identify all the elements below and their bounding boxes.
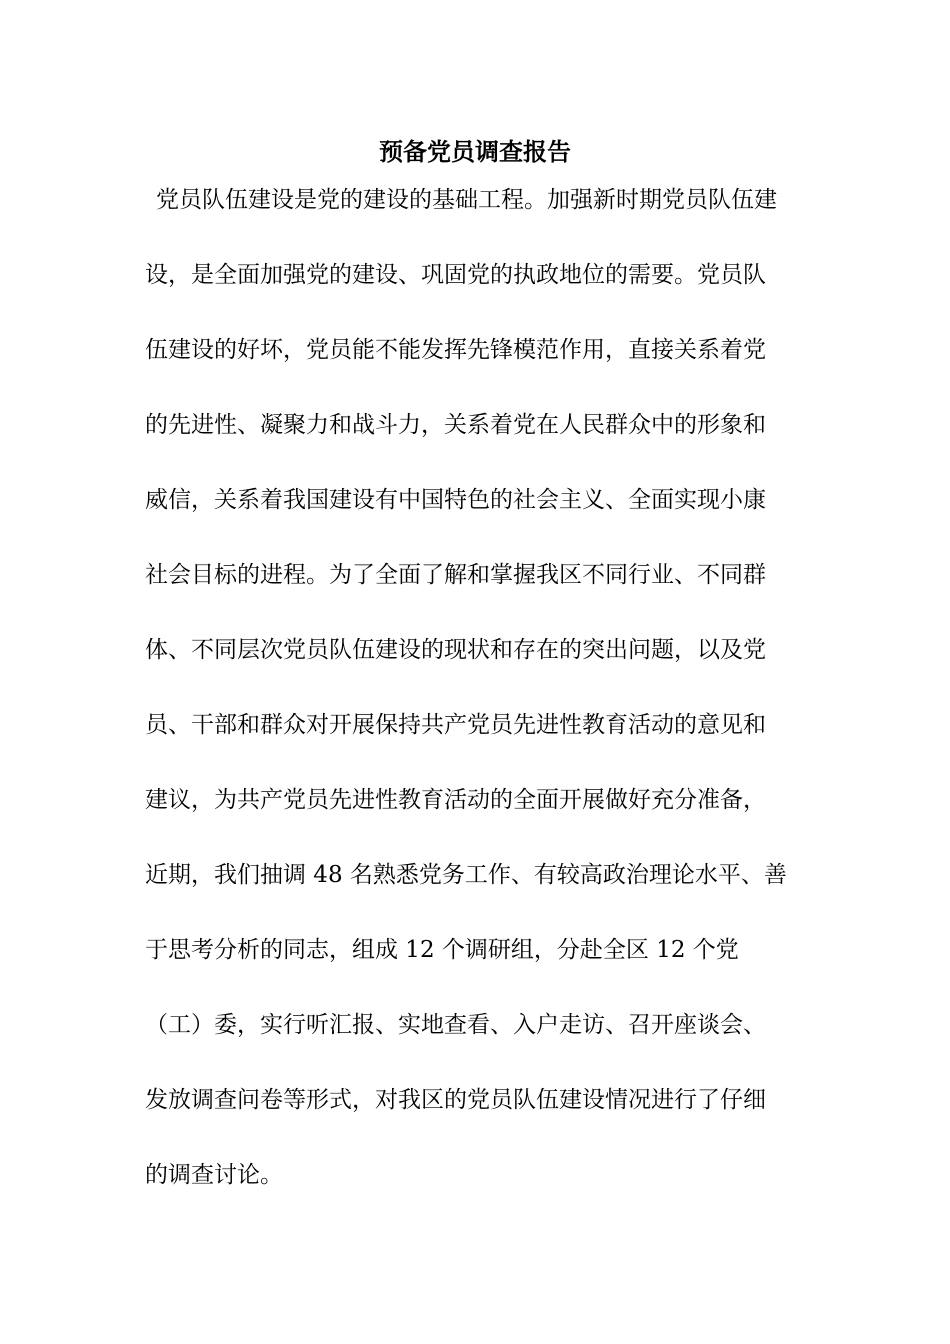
paragraph-line: 员、干部和群众对开展保持共产党员先进性教育活动的意见和: [145, 712, 766, 738]
paragraph-line: （工）委，实行听汇报、实地查看、入户走访、召开座谈会、: [145, 1012, 766, 1038]
paragraph-line: 发放调查问卷等形式，对我区的党员队伍建设情况进行了仔细: [145, 1087, 766, 1113]
paragraph-line: 体、不同层次党员队伍建设的现状和存在的突出问题，以及党: [145, 637, 766, 663]
paragraph-line: 社会目标的进程。为了全面了解和掌握我区不同行业、不同群: [145, 562, 766, 588]
paragraph-line: 的先进性、凝聚力和战斗力，关系着党在人民群众中的形象和: [145, 412, 766, 438]
paragraph-line: 的调查讨论。: [145, 1162, 283, 1188]
paragraph-line: 党员队伍建设是党的建设的基础工程。加强新时期党员队伍建: [156, 187, 777, 213]
paragraph-line: 建议，为共产党员先进性教育活动的全面开展做好充分准备，: [145, 787, 766, 813]
paragraph-line: 设，是全面加强党的建设、巩固党的执政地位的需要。党员队: [145, 262, 766, 288]
document-body: [145, 178, 815, 1228]
paragraph-line: 近期，我们抽调 48 名熟悉党务工作、有较高政治理论水平、善: [145, 862, 787, 888]
paragraph-line: 威信，关系着我国建设有中国特色的社会主义、全面实现小康: [145, 487, 766, 513]
paragraph-line: 伍建设的好坏，党员能不能发挥先锋模范作用，直接关系着党: [145, 337, 766, 363]
paragraph-line: 于思考分析的同志，组成 12 个调研组，分赴全区 12 个党: [145, 937, 739, 963]
document-title: 预备党员调查报告: [379, 137, 571, 166]
